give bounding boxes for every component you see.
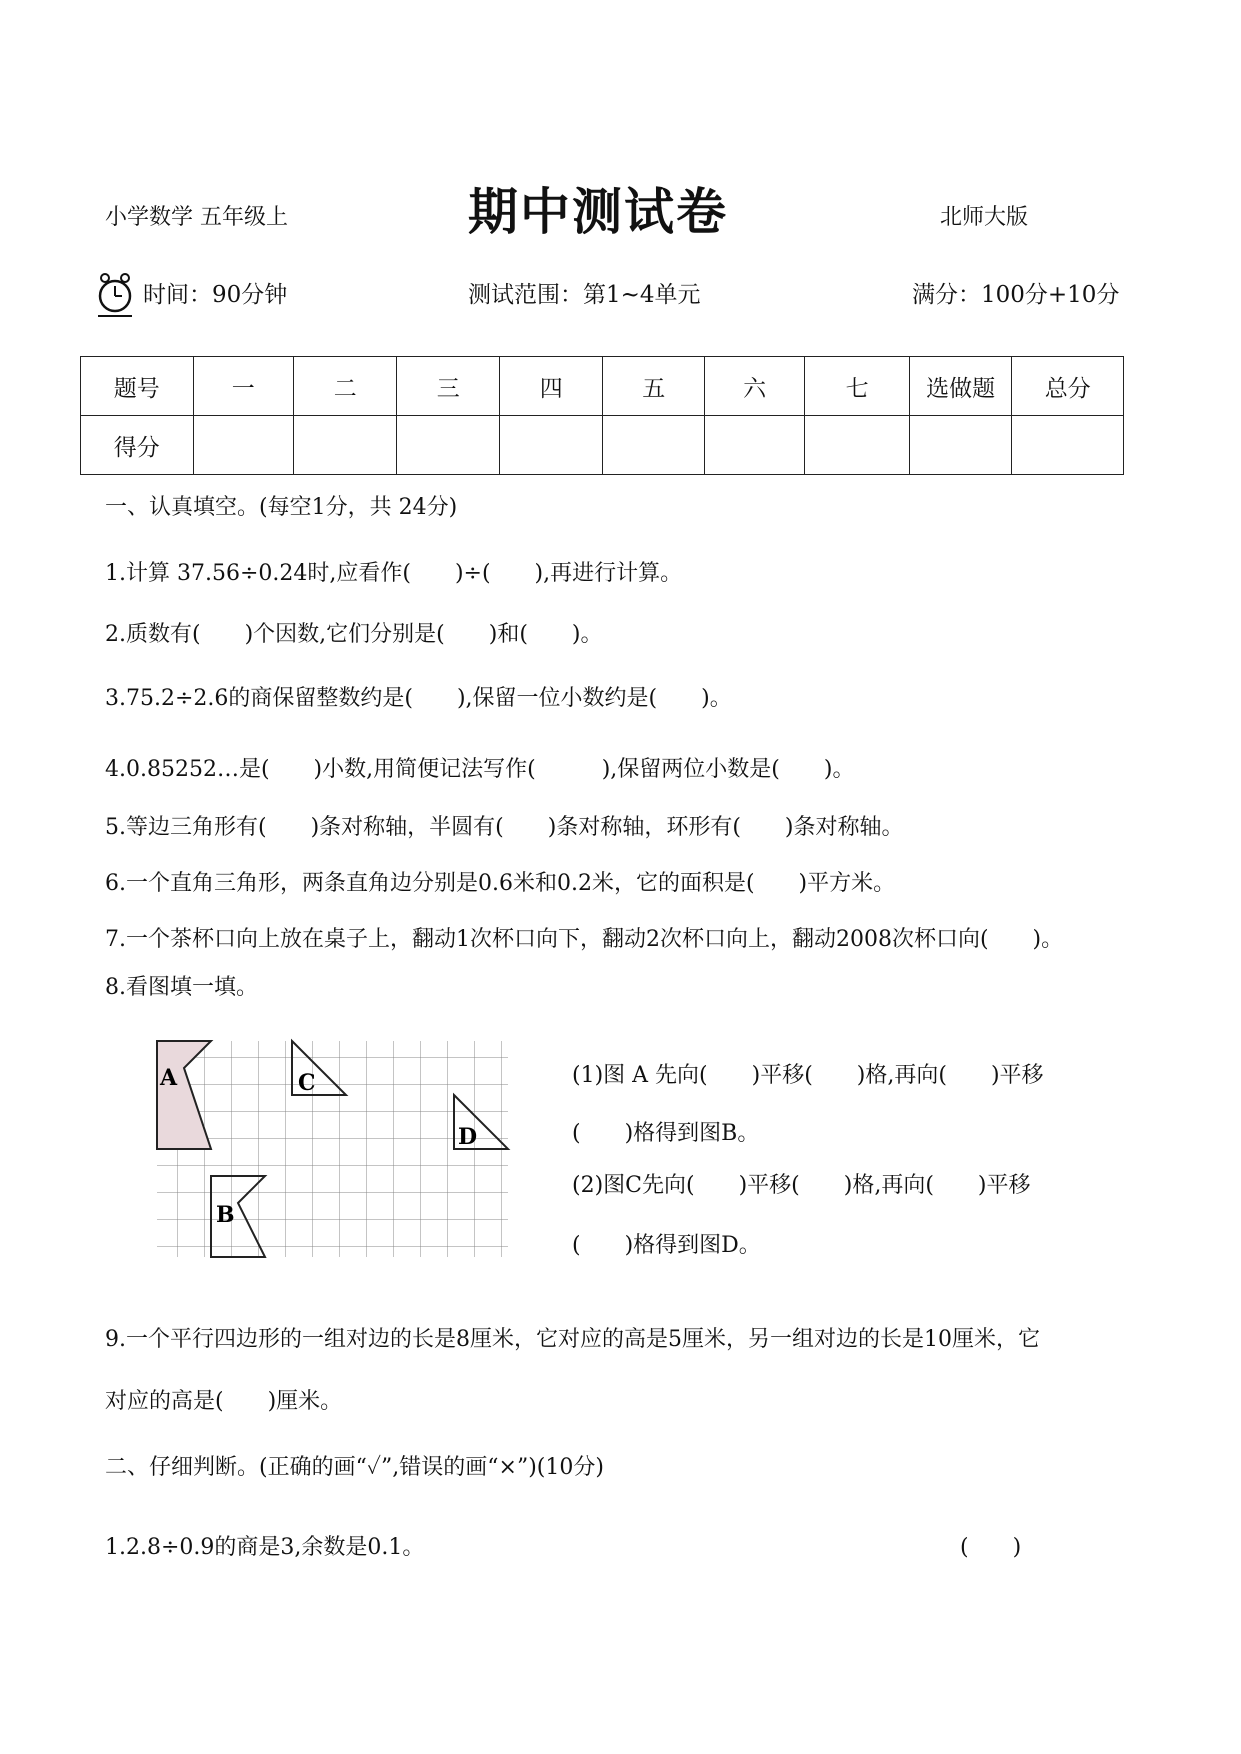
question-1-3: 3.75.2÷2.6的商保留整数约是( ),保留一位小数约是( )。 <box>105 686 732 711</box>
label-d: D <box>458 1124 478 1150</box>
header-cell: 总分 <box>1012 357 1124 416</box>
score-cell[interactable] <box>294 416 397 475</box>
question-1-8-part1-cont: ( )格得到图B。 <box>572 1121 760 1146</box>
question-1-9-line1: 9.一个平行四边形的一组对边的长是8厘米，它对应的高是5厘米，另一组对边的长是10厘米，它 <box>105 1327 1040 1352</box>
header-cell: 一 <box>193 357 293 416</box>
header-cell: 选做题 <box>909 357 1011 416</box>
header-cell: 七 <box>805 357 910 416</box>
label-c: C <box>298 1070 316 1096</box>
answer-paren[interactable]: ( ) <box>960 1535 1022 1560</box>
question-1-8: 8.看图填一填。 <box>105 975 258 1000</box>
score-cell[interactable] <box>1012 416 1124 475</box>
header-cell: 四 <box>499 357 602 416</box>
header-cell: 五 <box>603 357 704 416</box>
question-1-6: 6.一个直角三角形，两条直角边分别是0.6米和0.2米，它的面积是( )平方米。 <box>105 871 896 896</box>
question-2-1: 1.2.8÷0.9的商是3,余数是0.1。 <box>105 1535 425 1560</box>
score-cell[interactable] <box>193 416 293 475</box>
clock-icon <box>95 272 135 318</box>
score-cell[interactable] <box>397 416 499 475</box>
score-value-row <box>81 416 1124 475</box>
header-cell: 六 <box>704 357 804 416</box>
score-cell[interactable] <box>909 416 1011 475</box>
question-1-7: 7.一个茶杯口向上放在桌子上，翻动1次杯口向下，翻动2次杯口向上，翻动2008次杯口向( )。 <box>105 927 1064 952</box>
score-row-label: 得分 <box>81 416 194 475</box>
page-title: 期中测试卷 <box>468 182 728 241</box>
question-1-2: 2.质数有( )个因数,它们分别是( )和( )。 <box>105 622 603 647</box>
score-table <box>80 356 1124 475</box>
header-cell: 三 <box>397 357 499 416</box>
question-1-9-line2: 对应的高是( )厘米。 <box>105 1389 343 1414</box>
question-1-8-part2-cont: ( )格得到图D。 <box>572 1233 761 1258</box>
range-info: 测试范围：第1~4单元 <box>468 282 701 308</box>
edition-label: 北师大版 <box>940 205 1029 230</box>
translation-grid-figure <box>150 1030 515 1265</box>
section-1-heading: 一、认真填空。(每空1分，共 24分) <box>105 495 458 520</box>
time-info: 时间：90分钟 <box>143 282 288 308</box>
score-cell[interactable] <box>603 416 704 475</box>
label-b: B <box>216 1202 235 1228</box>
score-cell[interactable] <box>805 416 910 475</box>
question-1-5: 5.等边三角形有( )条对称轴，半圆有( )条对称轴，环形有( )条对称轴。 <box>105 815 904 840</box>
question-1-1: 1.计算 37.56÷0.24时,应看作( )÷( ),再进行计算。 <box>105 561 683 586</box>
subject-label: 小学数学 五年级上 <box>105 205 288 230</box>
score-cell[interactable] <box>704 416 804 475</box>
label-a: A <box>160 1065 178 1091</box>
full-score-info: 满分：100分+10分 <box>912 282 1120 308</box>
question-1-8-part2: (2)图C先向( )平移( )格,再向( )平移 <box>572 1173 1031 1198</box>
section-2-heading: 二、仔细判断。(正确的画“✓”,错误的画“×”)(10分) <box>105 1455 604 1480</box>
question-1-8-part1: (1)图 A 先向( )平移( )格,再向( )平移 <box>572 1063 1044 1088</box>
score-header-row <box>81 357 1124 416</box>
score-cell[interactable] <box>499 416 602 475</box>
header-cell: 题号 <box>81 357 194 416</box>
header-cell: 二 <box>294 357 397 416</box>
question-1-4: 4.0.85252…是( )小数,用简便记法写作( ),保留两位小数是( )。 <box>105 757 855 782</box>
